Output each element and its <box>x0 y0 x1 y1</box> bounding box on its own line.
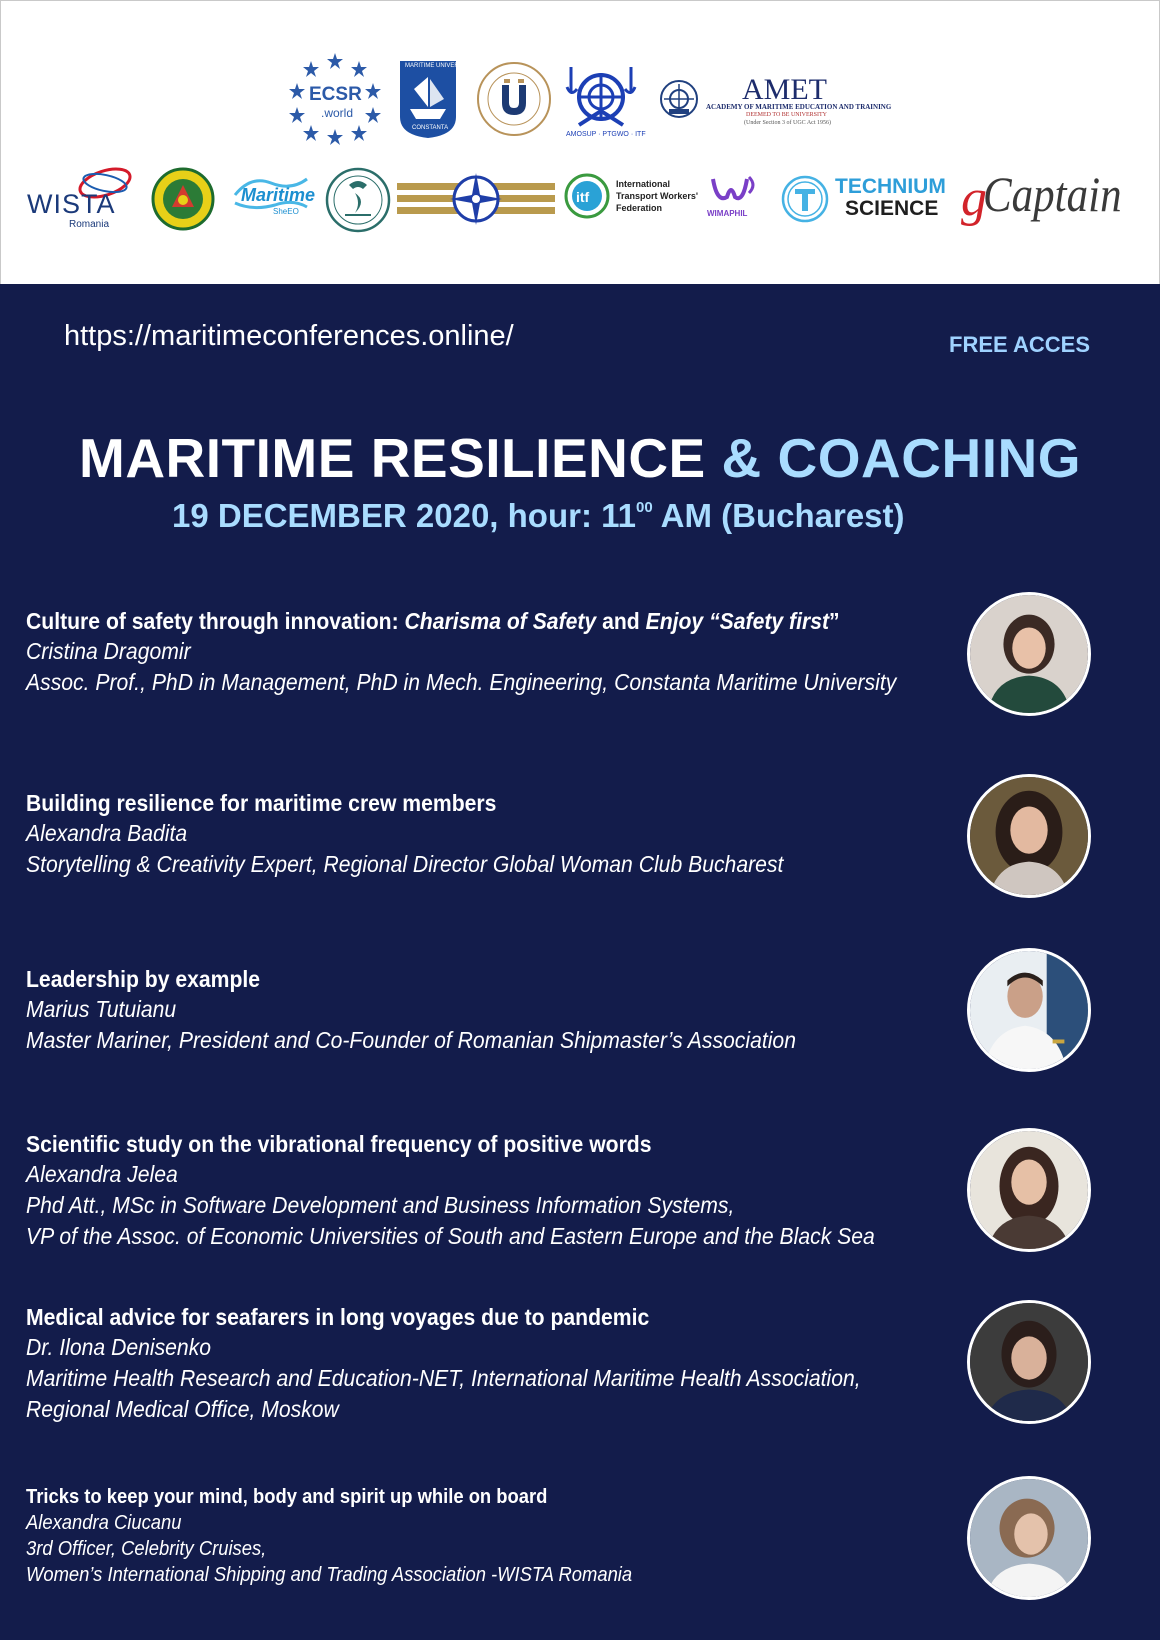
gcaptain-logo-g: g <box>961 170 987 227</box>
maritime-university-top-text: MARITIME UNIVERSITY <box>405 63 473 69</box>
gold-stripes-compass-logo <box>397 169 555 229</box>
talk-title: Tricks to keep your mind, body and spirit up while on board <box>26 1486 548 1508</box>
talk-title-part: and <box>596 608 646 634</box>
wista-logo-sub: Romania <box>69 219 110 230</box>
sponsor-logo-strip <box>0 0 1160 284</box>
event-date <box>172 497 905 535</box>
amosup-logo-text: AMOSUP · PTGWO · ITF <box>566 131 646 138</box>
free-access-label: FREE ACCES <box>949 332 1090 357</box>
talk-item <box>26 964 946 1056</box>
maritime-university-constanta-logo <box>398 59 473 139</box>
talk-affiliation: Regional Medical Office, Moskow <box>26 1396 339 1422</box>
talk-item <box>26 788 946 880</box>
itf-logo-line2: Transport Workers' <box>616 191 698 201</box>
talk-affiliation: Phd Att., MSc in Software Development and Business Information Systems, <box>26 1192 735 1218</box>
talk-speaker: Alexandra Jelea <box>26 1161 178 1187</box>
talk-title-italic-part: Enjoy “Safety first <box>645 608 830 634</box>
wista-romania-logo <box>27 161 137 231</box>
talk-title: Building resilience for maritime crew members <box>26 790 497 816</box>
talk-speaker: Cristina Dragomir <box>26 638 191 664</box>
technium-science-logo <box>781 173 959 225</box>
itf-logo <box>564 171 704 223</box>
gcaptain-logo <box>961 163 1133 243</box>
talk-item <box>26 606 946 698</box>
maritime-university-bottom-text: CONSTANTA <box>412 125 449 131</box>
technium-logo-line1: TECHNIUM <box>835 175 946 198</box>
event-date-sup: 00 <box>636 499 653 516</box>
talk-title <box>26 606 872 636</box>
talk-item <box>26 1302 946 1425</box>
talk-speaker: Dr. Ilona Denisenko <box>26 1334 212 1360</box>
ecsr-logo-text: ECSR <box>309 84 362 105</box>
talk-title: Leadership by example <box>26 966 261 992</box>
talk-affiliation: Women’s International Shipping and Trading Association -WISTA Romania <box>26 1564 633 1586</box>
wimaphil-logo-text: WIMAPHIL <box>707 209 748 218</box>
talk-item <box>26 1129 946 1252</box>
svg-text:itf: itf <box>576 189 590 205</box>
circular-emblem-logo <box>325 167 391 233</box>
amet-logo-line1: ACADEMY OF MARITIME EDUCATION AND TRAINING <box>706 103 892 111</box>
talk-item <box>26 1484 946 1588</box>
talk-affiliation: Maritime Health Research and Education-NET, International Maritime Health Association, <box>26 1365 861 1391</box>
seal-emblem-logo <box>151 167 215 231</box>
talk-title-part: Culture of safety through innovation: <box>26 608 405 634</box>
event-title-blue: & COACHING <box>721 427 1081 489</box>
talk-title-italic-part: Charisma of Safety <box>404 608 597 634</box>
ecsr-logo <box>287 51 383 145</box>
speaker-photo <box>967 774 1091 898</box>
speaker-photo <box>967 592 1091 716</box>
talk-affiliation: Storytelling & Creativity Expert, Regional Director Global Woman Club Bucharest <box>26 851 784 877</box>
speaker-photo <box>967 1128 1091 1252</box>
talk-speaker: Alexandra Badita <box>26 820 188 846</box>
wimaphil-logo <box>705 173 765 225</box>
event-title <box>0 426 1160 490</box>
amosup-logo <box>563 63 646 143</box>
amet-logo-line3: (Under Section 3 of UGC Act 1956) <box>744 120 831 126</box>
talk-title: Medical advice for seafarers in long voyages due to pandemic <box>26 1304 650 1330</box>
amet-logo <box>706 73 892 129</box>
gcaptain-logo-rest: Captain <box>983 166 1122 222</box>
talk-affiliation: VP of the Assoc. of Economic Universities of South and Eastern Europe and the Black Sea <box>26 1223 875 1249</box>
talk-affiliation: Master Mariner, President and Co-Founder of Romanian Shipmaster’s Association <box>26 1027 796 1053</box>
event-title-white: MARITIME RESILIENCE <box>79 427 706 489</box>
amet-logo-name: AMET <box>742 73 827 106</box>
speaker-photo <box>967 1476 1091 1600</box>
wista-logo-name: WISTA <box>27 189 116 219</box>
event-panel <box>0 284 1160 1640</box>
itf-logo-line3: Federation <box>616 203 663 213</box>
talk-speaker: Marius Tutuianu <box>26 996 177 1022</box>
maritime-sheeo-logo <box>231 173 316 223</box>
event-date-prefix: 19 DECEMBER 2020, hour: 11 <box>172 497 636 534</box>
amet-logo-line2: DEEMED TO BE UNIVERSITY <box>746 112 827 118</box>
talk-affiliation: Assoc. Prof., PhD in Management, PhD in Mech. Engineering, Constanta Maritime University <box>26 669 897 695</box>
talk-title-part: ” <box>829 608 840 634</box>
ordu-university-logo <box>476 61 552 137</box>
speaker-photo <box>967 1300 1091 1424</box>
maritime-sheeo-logo-name: Maritime <box>241 185 316 205</box>
speaker-photo <box>967 948 1091 1072</box>
talk-affiliation: 3rd Officer, Celebrity Cruises, <box>26 1538 267 1560</box>
itf-logo-line1: International <box>616 179 671 189</box>
technium-logo-line2: SCIENCE <box>845 197 939 220</box>
conference-url-link[interactable]: https://maritimeconferences.online/ <box>64 320 514 352</box>
maritime-emblem-logo <box>659 79 699 119</box>
ecsr-logo-subtext: .world <box>321 106 354 120</box>
talk-speaker: Alexandra Ciucanu <box>26 1512 182 1534</box>
maritime-sheeo-logo-sub: SheEO <box>273 207 299 216</box>
talk-title: Scientific study on the vibrational frequency of positive words <box>26 1131 652 1157</box>
event-date-suffix: AM (Bucharest) <box>660 497 905 534</box>
